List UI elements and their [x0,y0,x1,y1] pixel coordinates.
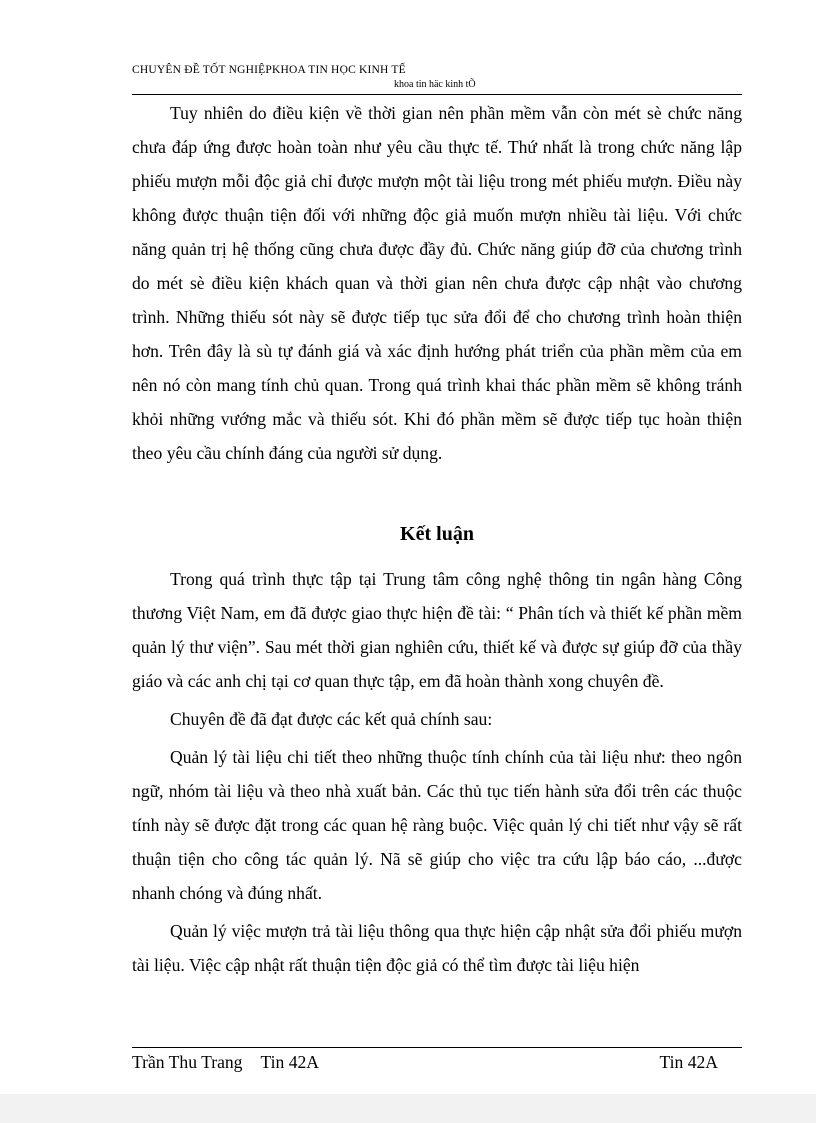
paragraph-document-management: Quản lý tài liệu chi tiết theo những thuộc tính chính của tài liệu như: theo ngôn ngữ, nhóm tài liệu và theo nhà xuất bản. Các thủ tục tiến hành sửa đổi trên các thuộc tính này sẽ được đặt trong các quan hệ ràng buộc. Việc quản lý chi tiết như vậy sẽ rất thuận tiện cho công tác quản lý. Nã sẽ giúp cho việc tra cứu lập báo cáo, ...được nhanh chóng và đúng nhất. [132,747,742,903]
footer-author: Trần Thu Trang [132,1052,243,1072]
paragraph-internship: Trong quá trình thực tập tại Trung tâm công nghệ thông tin ngân hàng Công thương Việt Nam, em đã được giao thực hiện đề tài: “ Phân tích và thiết kế phần mềm quản lý thư viện”. Sau mét thời gian nghiên cứu, thiết kế và được sự giúp đỡ của thầy giáo và các anh chị tại cơ quan thực tập, em đã hoàn thành xong chuyên đề. [132,569,742,691]
footer-class-left: Tin 42A [260,1052,319,1072]
header-subtitle: khoa tin häc kinh tÕ [394,79,476,90]
paragraph-limitations: Tuy nhiên do điều kiện về thời gian nên phần mềm vẫn còn mét sè chức năng chưa đáp ứng được hoàn toàn như yêu cầu thực tế. Thứ nhất là trong chức năng lập phiếu mượn mỗi độc giả chỉ được mượn một tài liệu trong mét phiếu mượn. Điều này không được thuận tiện đối với những độc giả muốn mượn nhiều tài liệu. Với chức năng quản trị hệ thống cũng chưa được đầy đủ. Chức năng giúp đỡ của chương trình do mét sè điều kiện khách quan và thời gian nên chưa được cập nhật vào chương trình. Những thiếu sót này sẽ được tiếp tục sửa đổi để cho chương trình hoàn thiện hơn. Trên đây là sù tự đánh giá và xác định hướng phát triển của phần mềm của em nên nó còn mang tính chủ quan. Trong quá trình khai thác phần mềm sẽ không tránh khỏi những vướng mắc và thiếu sót. Khi đó phần mềm sẽ được tiếp tục hoàn thiện theo yêu cầu chính đáng của người sử dụng. [132,103,742,463]
document-body [132,96,742,982]
page-header [132,62,742,95]
footer-left [132,1052,319,1073]
page-bottom-margin [0,1094,816,1123]
section-heading-conclusion: Kết luận [400,523,474,545]
paragraph-results-intro: Chuyên đề đã đạt được các kết quả chính sau: [170,709,493,729]
paragraph-borrowing-management: Quản lý việc mượn trả tài liệu thông qua thực hiện cập nhật sửa đổi phiếu mượn tài liệu. Việc cập nhật rất thuận tiện độc giả có thể tìm được tài liệu hiện [132,921,742,975]
footer-class-right: Tin 42A [659,1052,718,1072]
header-title: CHUYÊN ĐỀ TỐT NGHIỆPKHOA TIN HỌC KINH TẾ [132,64,406,76]
page-footer [132,1047,742,1078]
